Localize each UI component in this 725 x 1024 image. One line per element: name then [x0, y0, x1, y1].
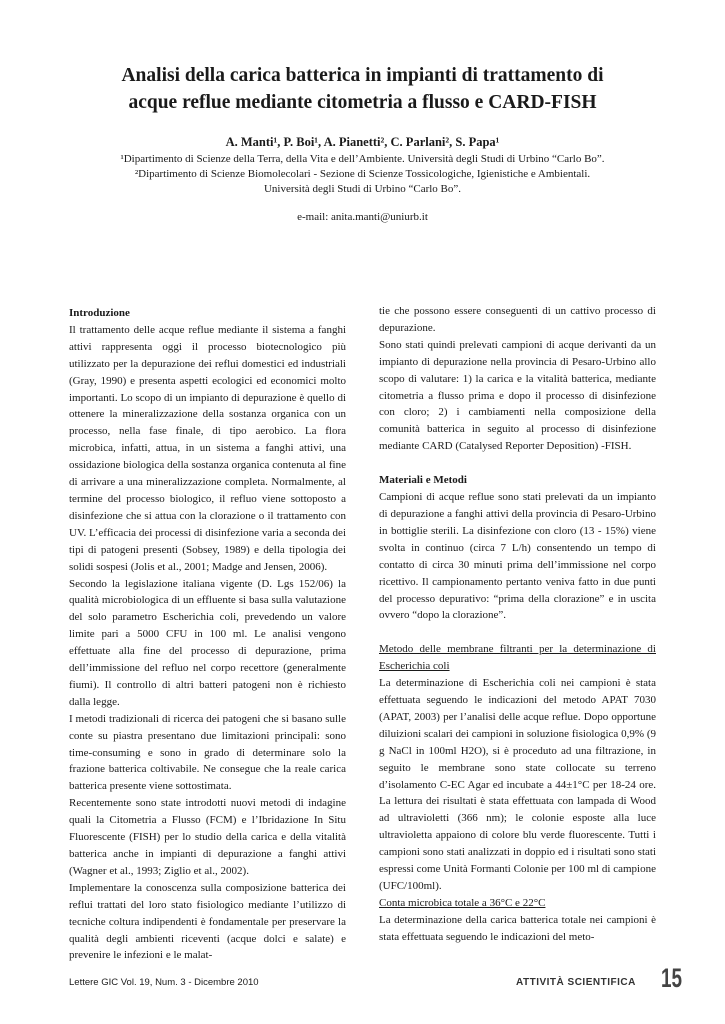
paragraph: Secondo la legislazione italiana vigente (D. Lgs 152/06) la qualità microbiologica di un effluente si basa sulla valutazione del solo parametro Escherichia coli, prevedendo un valore limite pari a 5000 CFU in 100 ml. Le analisi vengono effettuate alla fine del processo di depurazione, prima dell’immissione del refluo nel corpo recettore (generalmente fiumi). Il controllo di altri batteri patogeni non è richiesto dalla legge. [69, 577, 346, 708]
page-number: 15 [661, 963, 683, 993]
section-label: ATTIVITÀ SCIENTIFICA [516, 977, 636, 988]
paragraph: Recentemente sono state introdotti nuovi metodi di indagine quali la Citometria a Flusso (FCM) e l’Ibridazione In Situ Fluorescente (FISH) per lo studio della carica e della vitalità batterica anche in impianti di depurazione a fanghi attivi (Wagner et al., 1993; Ziglio et al., 2002). [69, 797, 346, 877]
paragraph: La determinazione della carica batterica totale nei campioni è stata effettuata seguendo le indicazioni del meto- [379, 913, 656, 943]
section-heading-introduzione: Introduzione [69, 307, 130, 319]
subsection-heading-conta: Conta microbica totale a 36°C e 22°C [379, 896, 546, 909]
affiliations [40, 152, 685, 197]
subsection-heading-membrane: Metodo delle membrane filtranti per la determinazione di Escherichia coli [379, 643, 656, 673]
affiliation-2: ²Dipartimento di Scienze Biomolecolari - Sezione di Scienze Tossicologiche, Igienistiche e Ambientali. [134, 168, 591, 180]
right-column [379, 303, 656, 946]
affiliation-3: Università degli Studi di Urbino “Carlo Bo”. [263, 183, 462, 195]
paragraph: Campioni di acque reflue sono stati prelevati da un impianto di depurazione a fanghi attivi della provincia di Pesaro-Urbino in bottiglie sterili. La disinfezione con cloro (13 - 15%) viene svolta in continuo (circa 7 L/h) consentendo un tempo di contatto di circa 30 minuti prima dell’immissione nel corpo ricettivo. Il campionamento pertanto veniva fatto in due punti del processo depurativo: “prima della clorazione” e in uscita ovvero “dopo la clorazione”. [379, 491, 656, 622]
section-heading-materiali: Materiali e Metodi [379, 474, 467, 487]
author-list: A. Manti¹, P. Boi¹, A. Pianetti², C. Parlani², S. Papa¹ [225, 135, 500, 149]
left-column [69, 305, 346, 964]
paragraph: La determinazione di Escherichia coli nei campioni è stata effettuata seguendo le indicazioni del metodo APAT 7030 (APAT, 2003) per l’analisi delle acque reflue. Dopo opportune diluizioni scalari dei campioni in soluzione fisiologica 0,9% (9 g NaCl in 100ml H2O), si è proceduto ad una filtrazione, in seguito le membrane sono state collocate su terreno d’isolamento C-EC Agar ed incubate a 44±1°C per 18-24 ore. La lettura dei risultati è stata effettuata con lampada di Wood ad ultravioletti (366 nm); le colonie esposte alla luce ultravioletta appaiono di colore blu verde fluorescente. Tutti i campioni sono stati analizzati in doppio ed i risultati sono stati espressi come Unità Formanti Colonie per 100 ml di campione (UFC/100ml). [379, 677, 656, 892]
paragraph: I metodi tradizionali di ricerca dei patogeni che si basano sulle conte su piastra presentano due limitazioni principali: sono time-consuming e sono in grado di determinare solo la frazione batterica coltivabile. Ne consegue che la reale carica batterica presente viene sottostimata. [69, 712, 346, 793]
paragraph: tie che possono essere conseguenti di un cattivo processo di depurazione. [379, 305, 656, 334]
article-title [40, 62, 685, 116]
title-line-2: acque reflue mediante citometria a flusso e CARD-FISH [128, 92, 597, 113]
paragraph: Il trattamento delle acque reflue mediante il sistema a fanghi attivi rappresenta oggi il processo biotecnologico più utilizzato per la depurazione dei reflui domestici ed industriali (Gray, 1990) e presenta aspetti ecologici ed economici molto importanti. Lo scopo di un impianto di depurazione è quello di ottenere la mineralizzazione della sostanza organica con un processo, nella fase finale, di tipo aerobico. La flora microbica, infatti, attua, in un sistema a fanghi attivi, una ossidazione biologica della sostanza organica contenuta al fine di arrivare a una mineralizzazione completa. Normalmente, al termine del processo biologico, il refluo viene sottoposto a disinfezione che si attua con la clorazione o il trattamento con UV. L’efficacia dei processi di disinfezione varia a seconda dei tipi di patogeni presenti (Sobsey, 1989) e della tipologia dei solidi sospesi (Jolis et al., 2001; Madge and Jensen, 2006). [69, 323, 346, 573]
title-line-1: Analisi della carica batterica in impianti di trattamento di [121, 65, 604, 86]
paragraph: Implementare la conoscenza sulla composizione batterica dei reflui trattati del loro stato fisiologico mediante l’utilizzo di tecniche coltura indipendenti è fondamentale per preservare la qualità degli ambienti riceventi (acque dolci e salate) e prevenire le infezioni e le malat- [69, 881, 346, 962]
journal-citation: Lettere GIC Vol. 19, Num. 3 - Dicembre 2010 [69, 977, 259, 988]
paragraph: Sono stati quindi prelevati campioni di acque derivanti da un impianto di depurazione nella provincia di Pesaro-Urbino allo scopo di valutare: 1) la carica e la vitalità batterica, mediante citometria a flusso prima e dopo il processo di disinfezione con cloro; 2) i cambiamenti nella composizione della comunità batterica in seguito al processo di disinfezione mediante CARD (Catalysed Reporter Deposition) -FISH. [379, 338, 656, 453]
contact-email: e-mail: anita.manti@uniurb.it [297, 211, 428, 223]
affiliation-1: ¹Dipartimento di Scienze della Terra, della Vita e dell’Ambiente. Università degli Studi di Urbino “Carlo Bo”. [120, 153, 605, 165]
